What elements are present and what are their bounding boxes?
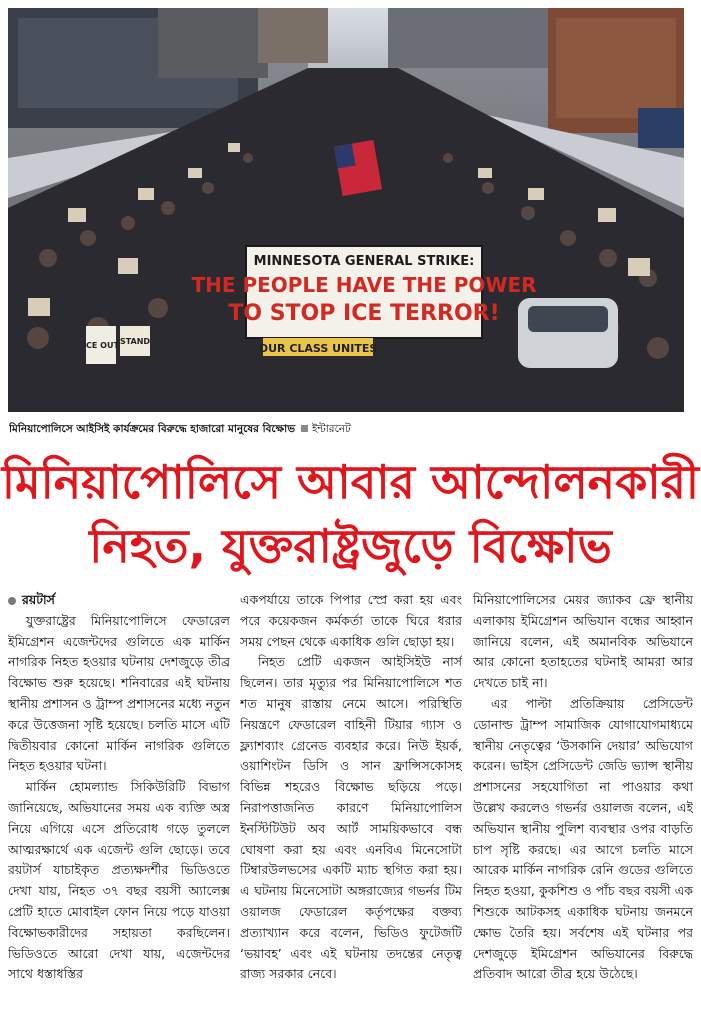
paragraph: মার্কিন হোমল্যান্ড সিকিউরিটি বিভাগ জানিয়েছে, অভিযানের সময় এক ব্যক্তি অস্ত্র নিয়ে এগিয়ে এসে প্রতিরোধ গড়ে তুললে আত্মরক্ষার্থে এক এজেন্ট গুলি ছোড়ে। তবে রয়টার্স যাচাইকৃত প্রত্যক্ষদর্শীর ভিডিওতে দেখা যায়, নিহত ৩৭ বছর বয়সী অ্যালেক্স প্রেটি হাতে মোবাইল ফোন নিয়ে পড়ে যাওয়া বিক্ষোভকারীদের সহায়তা করছিলেন। ভিডিওতে আরো দেখা যায়, এজেন্টদের সাথে ধস্তাধস্তির xyxy=(8,779,230,982)
lower-banner-text: OUR CLASS UNITES xyxy=(258,342,378,355)
paragraph: মিনিয়াপোলিসের মেয়র জ্যাকব ফ্রে স্থানীয় এলাকায় ইমিগ্রেশন অভিযান বন্ধের আহ্বান জানিয়ে বলেন, এই অমানবিক অভিযানে আর কোনো হতাহতের ঘটনাই আমরা আর দেখতে চাই না। xyxy=(473,592,693,691)
banner-line-2: THE PEOPLE HAVE THE POWER xyxy=(191,273,537,297)
sign-ice-out-text: ICE OUT xyxy=(83,341,119,350)
article-column-3 xyxy=(473,590,693,1026)
article-column-2 xyxy=(240,590,462,1026)
banner-line-3: TO STOP ICE TERROR! xyxy=(228,301,500,326)
paragraph: নিহত প্রেটি একজন আইসিইউ নার্স ছিলেন। তার মৃত্যুর পর মিনিয়াপোলিসে শত শত মানুষ রাস্তায় নেমে আসে। পরিস্থিতি নিয়ন্ত্রণে ফেডারেল বাহিনী টিয়ার গ্যাস ও ফ্ল্যাশব্যাং গ্রেনেড ব্যবহার করে। নিউ ইয়র্ক, ওয়াশিংটন ডিসি ও সান ফ্রান্সিসকোসহ বিভিন্ন শহরেও বিক্ষোভ ছড়িয়ে পড়ে। নিরাপত্তাজনিত কারণে মিনিয়াপোলিস ইনস্টিটিউট অব আর্ট সাময়িকভাবে বন্ধ ঘোষণা করা হয় এবং এনবিএ মিনেসোটা টিম্বারউলভসের একটি ম্যাচ স্থগিত করা হয়। এ ঘটনায় মিনেসোটা অঙ্গরাজ্যের গভর্নর টিম ওয়ালজ ফেডারেল কর্তৃপক্ষের বক্তব্য প্রত্যাখ্যান করে বলেন, ভিডিও ফুটেজটি ‘ভয়াবহ’ এবং এই ঘটনায় তদন্তের নেতৃত্ব রাজ্য সরকার নেবে। xyxy=(240,654,462,982)
sign-stand-text: STAND xyxy=(119,337,151,346)
paragraph: যুক্তরাষ্ট্রের মিনিয়াপোলিসে ফেডারেল ইমিগ্রেশন এজেন্টদের গুলিতে এক মার্কিন নাগরিক নিহত হওয়ার ঘটনায় দেশজুড়ে তীব্র বিক্ষোভ শুরু হয়েছে। শনিবারের এই ঘটনায় স্থানীয় প্রশাসন ও ট্রাম্প প্রশাসনের মধ্যে নতুন করে উত্তেজনা সৃষ্টি হয়েছে। চলতি মাসে এটি দ্বিতীয়বার কোনো মার্কিন নাগরিক গুলিতে নিহত হওয়ার ঘটনা। xyxy=(8,612,230,774)
byline-text: রয়টার্স xyxy=(22,592,55,607)
protest-photo-illustration xyxy=(8,8,684,412)
banner-line-1: MINNESOTA GENERAL STRIKE: xyxy=(253,254,475,269)
caption-source: ইন্টারনেট xyxy=(312,423,351,435)
paragraph: একপর্যায়ে তাকে পিপার স্প্রে করা হয় এবং পরে কয়েকজন কর্মকর্তা তাকে ঘিরে ধরার সময় পেছন থেকে একাধিক গুলি ছোড়া হয়। xyxy=(240,592,462,649)
protest-photo xyxy=(8,8,684,412)
headline xyxy=(0,450,701,578)
paragraph: এর পাল্টা প্রতিক্রিয়ায় প্রেসিডেন্ট ডোনাল্ড ট্রাম্প সামাজিক যোগাযোগমাধ্যমে স্থানীয় নেতৃত্বের ‘উসকানি দেয়ার’ অভিযোগ করেন। ভাইস প্রেসিডেন্ট জেডি ভ্যান্স স্থানীয় প্রশাসনের সহযোগিতা না পাওয়ার কথা উল্লেখ করলেও গভর্নর ওয়ালজ বলেন, এই অভিযান স্থানীয় পুলিশ ব্যবস্থার ওপর বাড়তি চাপ সৃষ্টি করছে। এর আগে চলতি মাসে আরেক মার্কিন নাগরিক রেনি গুডের গুলিতে নিহত হওয়া, কুকশিশু ও পাঁচ বছর বয়সী এক শিশুকে আটকসহ একাধিক ঘটনায় জনমনে ক্ষোভ তৈরি হয়। সর্বশেষ এই ঘটনার পর দেশজুড়ে ইমিগ্রেশন অভিযানের বিরুদ্ধে প্রতিবাদ আরো তীব্র হয়ে উঠেছে। xyxy=(473,695,693,982)
caption-separator-icon xyxy=(301,425,308,432)
byline xyxy=(8,590,230,611)
headline-line-1: মিনিয়াপোলিসে আবার আন্দোলনকারী xyxy=(1,455,700,509)
bullet-icon xyxy=(8,597,16,605)
caption-text: মিনিয়াপোলিসে আইসিই কার্যক্রমের বিরুদ্ধে হাজারো মানুষের বিক্ষোভ xyxy=(9,423,296,435)
article-column-1 xyxy=(8,590,230,1026)
photo-caption xyxy=(9,420,689,438)
headline-line-2: নিহত, যুক্তরাষ্ট্রজুড়ে বিক্ষোভ xyxy=(89,519,612,573)
